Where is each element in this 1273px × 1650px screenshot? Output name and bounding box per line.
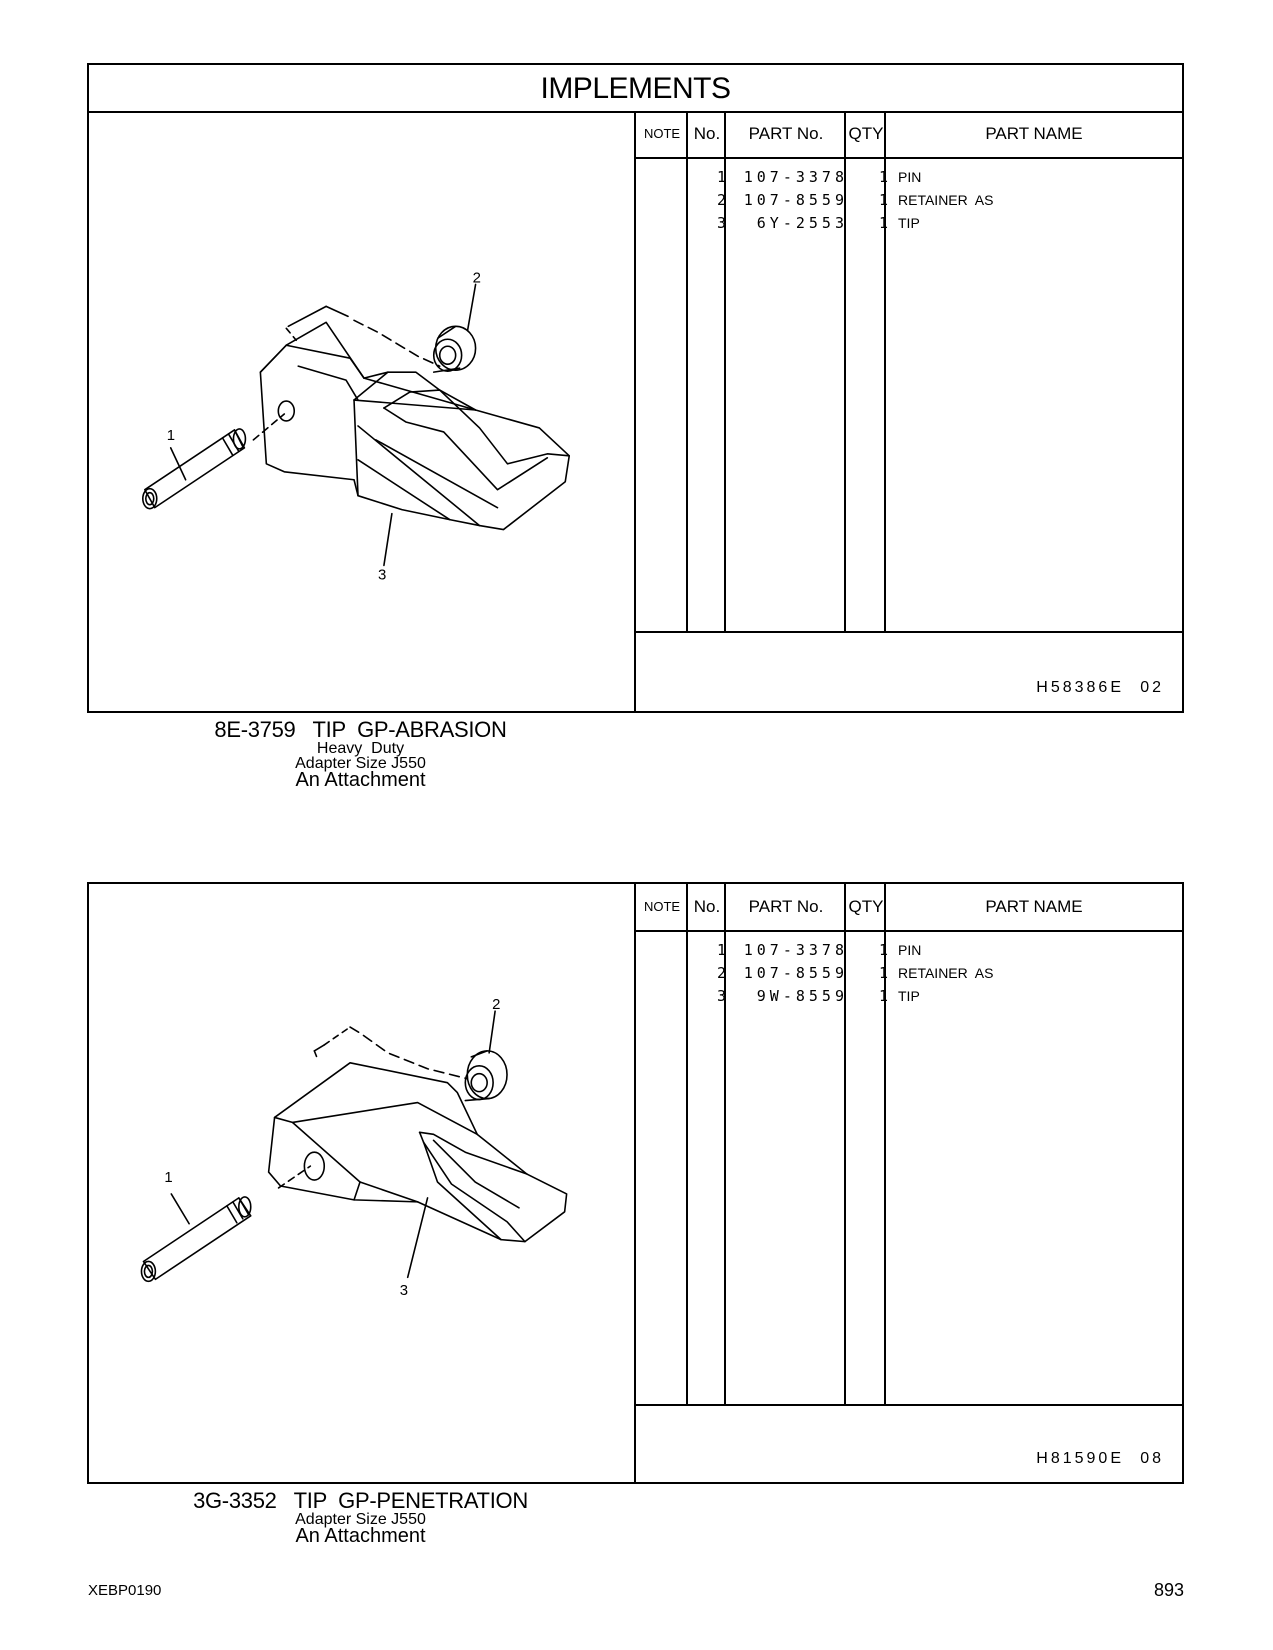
table-header — [636, 111, 1182, 159]
row-part-name: TIP — [898, 215, 920, 231]
row-part-no: 107-3378 — [743, 941, 848, 959]
exploded-view-illustration — [89, 111, 636, 711]
row-qty: 1 — [878, 987, 888, 1005]
table-row — [636, 190, 1182, 213]
row-no: 2 — [716, 964, 726, 982]
header-part-name: PART NAME — [985, 124, 1083, 143]
row-no: 2 — [716, 191, 726, 209]
caption-attachment: An Attachment — [295, 1525, 426, 1547]
row-part-name: RETAINER AS — [898, 192, 994, 208]
table-row — [636, 986, 1182, 1009]
callout-1: 1 — [164, 1170, 173, 1187]
ref-revision: 08 — [1140, 1450, 1164, 1467]
group-1-caption — [87, 717, 1184, 791]
header-no: No. — [693, 897, 721, 916]
table-body — [636, 157, 1182, 633]
tip-abrasion-drawing — [89, 111, 634, 711]
header-qty: QTY — [848, 124, 884, 143]
ref-code: H81590E — [1036, 1450, 1124, 1467]
illustration-reference — [636, 1448, 1182, 1468]
ref-revision: 02 — [1140, 679, 1164, 696]
row-part-no: 107-8559 — [743, 964, 848, 982]
tip-penetration-drawing — [89, 884, 634, 1482]
header-part-no: PART No. — [748, 897, 824, 916]
row-part-no: 107-3378 — [743, 168, 848, 186]
table-row — [636, 213, 1182, 236]
page-number: 893 — [1153, 1580, 1184, 1600]
group-2-caption — [87, 1488, 1184, 1548]
header-no: No. — [693, 124, 721, 143]
table-row — [636, 963, 1182, 986]
parts-group-2 — [87, 882, 1184, 1484]
row-part-name: RETAINER AS — [898, 965, 994, 981]
row-qty: 1 — [878, 168, 888, 186]
table-row — [636, 940, 1182, 963]
ref-code: H58386E — [1036, 679, 1124, 696]
header-note: NOTE — [643, 899, 681, 914]
callout-3: 3 — [399, 1283, 409, 1300]
header-part-name: PART NAME — [985, 897, 1083, 916]
row-part-name: PIN — [898, 169, 922, 185]
header-part-no: PART No. — [748, 124, 824, 143]
row-qty: 1 — [878, 191, 888, 209]
caption-title: 3G-3352 TIP GP-PENETRATION — [193, 1488, 528, 1513]
exploded-view-illustration — [89, 884, 636, 1482]
caption-line: Heavy Duty — [316, 740, 405, 757]
table-body — [636, 930, 1182, 1406]
row-no: 1 — [716, 168, 726, 186]
callout-1: 1 — [166, 426, 176, 444]
row-part-no: 6Y-2553 — [756, 214, 848, 232]
document-code: XEBP0190 — [88, 1582, 162, 1599]
table-row — [636, 167, 1182, 190]
callout-2: 2 — [492, 997, 501, 1014]
illustration-reference — [636, 677, 1182, 697]
table-header — [636, 884, 1182, 932]
caption-line: Adapter Size J550 — [295, 755, 426, 772]
row-no: 1 — [716, 941, 726, 959]
caption-title: 8E-3759 TIP GP-ABRASION — [214, 717, 507, 742]
row-qty: 1 — [878, 941, 888, 959]
row-qty: 1 — [878, 214, 888, 232]
row-part-no: 107-8559 — [743, 191, 848, 209]
row-part-no: 9W-8559 — [756, 987, 848, 1005]
header-qty: QTY — [848, 897, 884, 916]
row-part-name: TIP — [898, 988, 920, 1004]
row-no: 3 — [716, 214, 726, 232]
parts-table — [636, 884, 1182, 1482]
caption-attachment: An Attachment — [295, 769, 426, 791]
callout-2: 2 — [472, 269, 481, 287]
caption-line: Adapter Size J550 — [295, 1511, 426, 1528]
callout-3: 3 — [377, 566, 387, 584]
row-qty: 1 — [878, 964, 888, 982]
row-part-name: PIN — [898, 942, 922, 958]
row-no: 3 — [716, 987, 726, 1005]
parts-table — [636, 111, 1182, 711]
parts-group-1 — [87, 63, 1184, 713]
header-note: NOTE — [643, 126, 681, 141]
section-title: IMPLEMENTS — [89, 65, 1182, 113]
